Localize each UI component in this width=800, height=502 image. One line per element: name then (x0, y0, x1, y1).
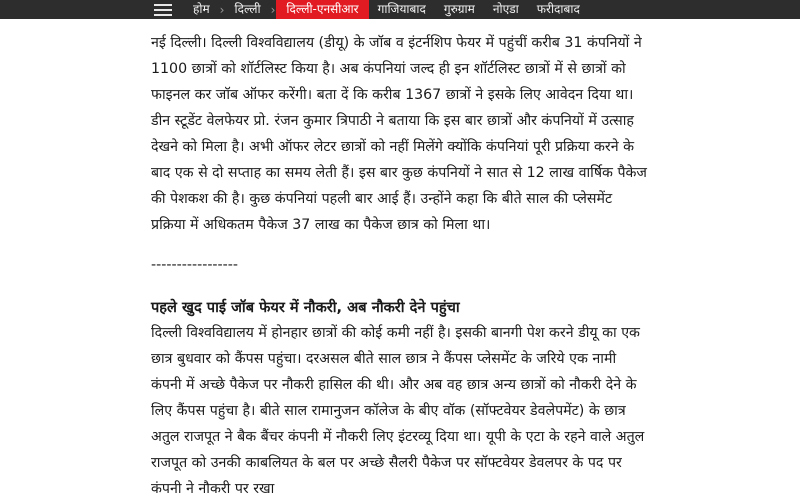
top-navigation-bar (0, 0, 800, 19)
chevron-right-icon: › (219, 2, 225, 17)
hamburger-menu-icon[interactable] (154, 4, 172, 16)
section-heading: पहले खुद पाई जॉब फेयर में नौकरी, अब नौकरी देने पहुंचा (151, 299, 460, 316)
article-paragraph: दिल्ली विश्वविद्यालय में होनहार छात्रों की कोई कमी नहीं है। इसकी बानगी पेश करने डीयू का एक छात्र बुधवार को कैंपस पहुंचा। दरअसल बीते साल छात्र ने कैंपस प्लेसमेंट के जरिये एक नामी कंपनी में अच्छे पैकेज पर नौकरी हासिल की थी। और अब वह छात्र अन्य छात्रों को नौकरी देने के लिए कैंपस पहुंचा है। बीते साल रामानुजन कॉलेज के बीए वॉक (सॉफ्टवेयर डेवलेपमेंट) के छात्र अतुल राजपूत ने बैक बैंचर कंपनी में नौकरी लिए इंटरव्यू दिया था। यूपी के एटा के रहने वाले अतुल राजपूत को उनकी काबलियत के बल पर अच्छे सैलरी पैकेज पर सॉफ्टवेयर डेवलपर के पद पर कंपनी ने नौकरी पर रखा (151, 325, 645, 497)
chevron-right-icon: › (270, 2, 276, 17)
nav-item-gurugram[interactable]: गुरुग्राम (443, 2, 475, 16)
nav-item-delhi-ncr[interactable]: दिल्ली-एनसीआर (276, 0, 368, 19)
nav-item-noida[interactable]: नोएडा (492, 2, 519, 16)
nav-item-faridabad[interactable]: फरीदाबाद (536, 2, 580, 16)
nav-item-ghaziabad[interactable]: गाजियाबाद (377, 2, 426, 16)
section-separator: ----------------- (151, 257, 239, 273)
nav-item-delhi[interactable]: दिल्ली (234, 2, 261, 16)
nav-item-home[interactable]: होम (193, 2, 210, 16)
article-body (151, 30, 649, 502)
article-paragraph: नई दिल्ली। दिल्ली विश्वविद्यालय (डीयू) के जॉब व इंटर्नशिप फेयर में पहुंचीं करीब 31 कंपनियों ने 1100 छात्रों को शॉर्टलिस्ट किया है। अब कंपनियां जल्द ही इन शॉर्टलिस्ट छात्रों में से छात्रों को फाइनल कर जॉब ऑफर करेंगी। बता दें कि करीब 1367 छात्रों ने इसके लिए आवेदन दिया था। डीन स्टूडेंट वेलफेयर प्रो. रंजन कुमार त्रिपाठी ने बताया कि इस बार छात्रों और कंपनियों में उत्साह देखने को मिला है। अभी ऑफर लेटर छात्रों को नहीं मिलेंगे क्योंकि कंपनियां पूरी प्रक्रिया करने के बाद एक से दो सप्ताह का समय लेती हैं। इस बार कुछ कंपनियों ने सात से 12 लाख वार्षिक पैकेज की पेशकश की है। कुछ कंपनियां पहली बार आई हैं। उन्होंने कहा कि बीते साल की प्लेसमेंट प्रक्रिया में अधिकतम पैकेज 37 लाख का पैकेज छात्र को मिला था। (151, 35, 647, 233)
